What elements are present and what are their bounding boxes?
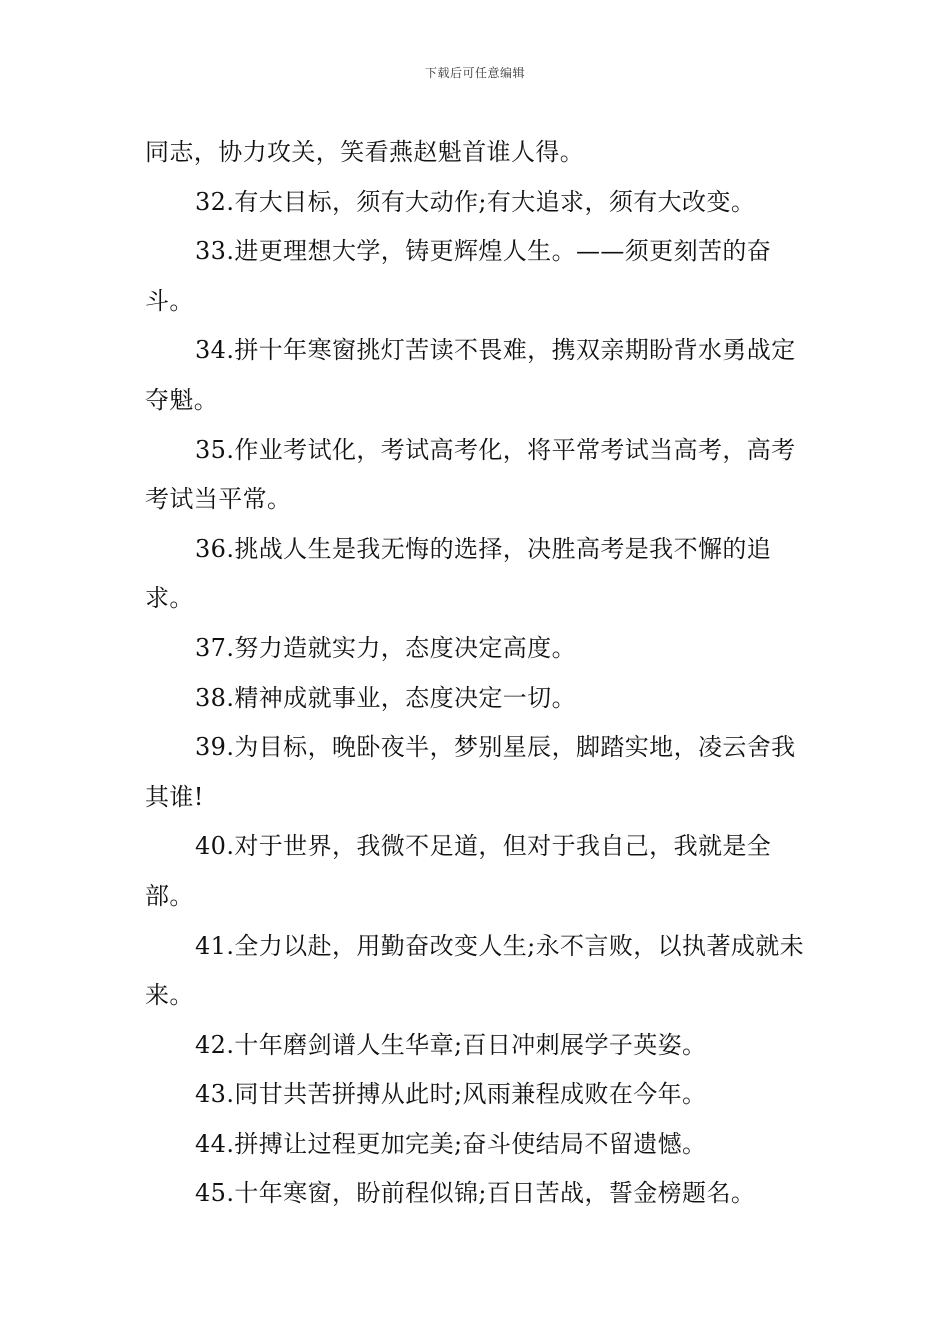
page-header: 下载后可任意编辑 [424, 66, 525, 80]
paragraph: 40.对于世界，我微不足道，但对于我自己，我就是全部。 [145, 832, 772, 910]
document-body [145, 128, 809, 1219]
paragraph: 32.有大目标，须有大动作;有大追求，须有大改变。 [195, 187, 756, 216]
paragraph: 41.全力以赴，用勤奋改变人生;永不言败，以执著成就未来。 [145, 931, 805, 1010]
paragraph: 37.努力造就实力，态度决定高度。 [195, 633, 576, 662]
paragraph: 33.进更理想大学，铸更辉煌人生。——须更刻苦的奋斗。 [145, 237, 772, 315]
paragraph: 39.为目标，晚卧夜半，梦别星辰，脚踏实地，凌云舍我其谁! [145, 733, 796, 811]
paragraph: 35.作业考试化，考试高考化，将平常考试当高考，高考考试当平常。 [145, 435, 796, 514]
paragraph: 38.精神成就事业，态度决定一切。 [195, 683, 576, 712]
paragraph: 44.拼搏让过程更加完美;奋斗使结局不留遗憾。 [195, 1129, 707, 1158]
paragraph: 45.十年寒窗，盼前程似锦;百日苦战，誓金榜题名。 [195, 1179, 756, 1208]
paragraph: 43.同甘共苦拼搏从此时;风雨兼程成败在今年。 [195, 1080, 707, 1109]
paragraph: 同志，协力攻关，笑看燕赵魁首谁人得。 [145, 138, 585, 166]
paragraph: 34.拼十年寒窗挑灯苦读不畏难，携双亲期盼背水勇战定夺魁。 [145, 336, 796, 414]
paragraph: 42.十年磨剑谱人生华章;百日冲刺展学子英姿。 [195, 1030, 707, 1059]
paragraph: 36.挑战人生是我无悔的选择，决胜高考是我不懈的追求。 [145, 534, 772, 613]
